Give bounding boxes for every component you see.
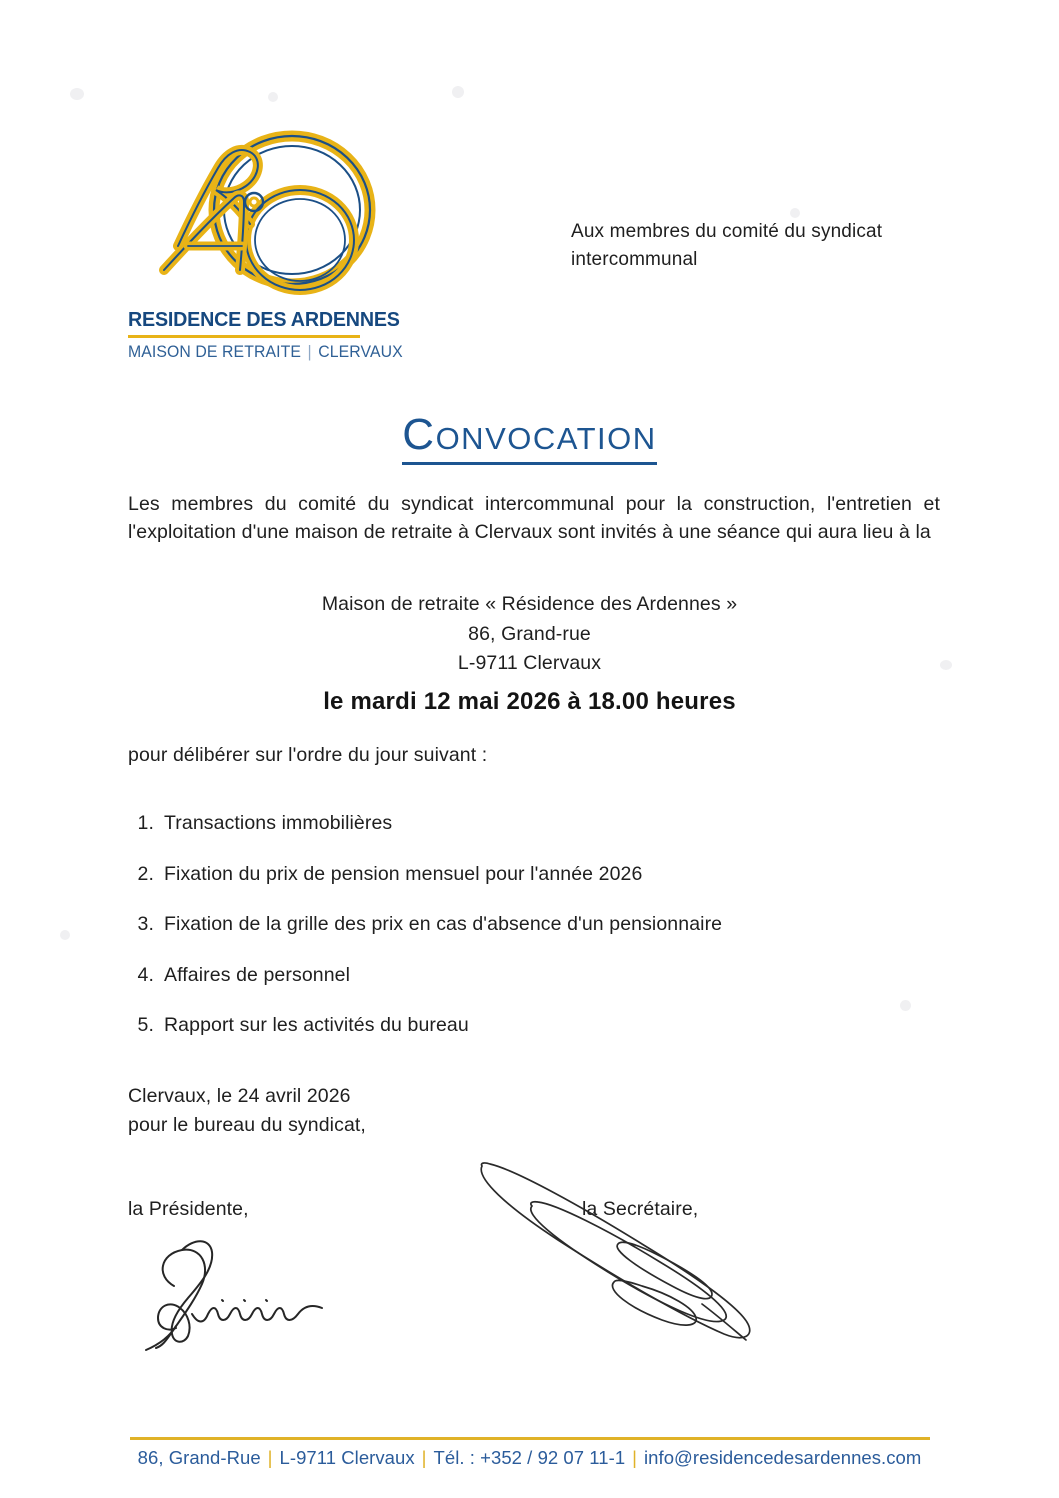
logo-wordmark-main: RESIDENCE DES ARDENNES	[128, 308, 400, 331]
footer-address: 86, Grand-Rue	[137, 1447, 261, 1468]
agenda-list	[128, 812, 940, 1065]
footer-separator: |	[421, 1447, 427, 1468]
residence-des-ardennes-logo-icon	[142, 128, 382, 306]
agenda-item-text: Rapport sur les activités du bureau	[164, 1014, 469, 1036]
venue-line-2: 86, Grand-rue	[468, 622, 591, 645]
addressee-line-1: Aux membres du comité du syndicat	[571, 221, 883, 242]
logo-wordmark-sub-divider: |	[307, 341, 312, 361]
venue-block	[0, 590, 1059, 679]
agenda-item-number: 1.	[137, 812, 154, 834]
meeting-datetime: le mardi 12 mai 2026 à 18.00 heures	[323, 688, 736, 715]
footer-gold-rule	[130, 1437, 930, 1440]
title-block	[0, 412, 1059, 465]
agenda-item-number: 3.	[137, 913, 154, 935]
logo-wordmark	[128, 308, 403, 362]
president-signature-label: la Présidente,	[128, 1198, 249, 1220]
agenda-item-text: Affaires de personnel	[164, 963, 351, 986]
venue-line-1: Maison de retraite « Résidence des Ardennes »	[321, 593, 738, 615]
agenda-item-text: Fixation du prix de pension mensuel pour l'année 2026	[164, 862, 643, 885]
scan-speck	[268, 92, 278, 102]
secretary-signature-label: la Secrétaire,	[582, 1198, 699, 1220]
agenda-item-text: Transactions immobilières	[164, 812, 393, 834]
logo-wordmark-sub-left: MAISON DE RETRAITE	[128, 341, 301, 361]
footer-separator: |	[267, 1447, 273, 1468]
footer-phone: Tél. : +352 / 92 07 11-1	[433, 1447, 626, 1468]
footer-email[interactable]: info@residencedesardennes.com	[644, 1447, 922, 1468]
agenda-item	[128, 1014, 940, 1037]
footer	[0, 1447, 1059, 1469]
agenda-item	[128, 812, 940, 835]
addressee-line-2: intercommunal	[571, 248, 698, 270]
letterhead	[128, 128, 403, 362]
agenda-item-text: Fixation de la grille des prix en cas d'absence d'un pensionnaire	[164, 913, 723, 935]
footer-separator: |	[632, 1447, 638, 1468]
closing-on-behalf: pour le bureau du syndicat,	[128, 1114, 366, 1137]
secretary-signature-icon	[466, 1148, 766, 1363]
scan-speck	[70, 88, 84, 100]
footer-postal-city: L-9711 Clervaux	[279, 1447, 415, 1468]
agenda-item	[128, 913, 940, 936]
agenda-item-number: 5.	[137, 1014, 154, 1036]
closing-block	[128, 1082, 366, 1141]
intro-paragraph: Les membres du comité du syndicat intercommunal pour la construction, l'entretien et l'exploitation d'une maison de retraite à Clervaux sont invités à une séance qui aura lieu à la	[128, 493, 940, 544]
agenda-item-number: 2.	[137, 862, 154, 885]
agenda-item	[128, 964, 940, 987]
scan-speck	[790, 208, 800, 218]
agenda-lead-in: pour délibérer sur l'ordre du jour suivant :	[128, 744, 488, 766]
scan-speck	[452, 86, 464, 98]
scan-speck	[60, 930, 70, 940]
venue-line-3: L-9711 Clervaux	[457, 652, 602, 675]
logo-gold-rule	[128, 335, 360, 338]
logo-wordmark-sub	[128, 341, 403, 362]
addressee-block	[571, 218, 971, 273]
agenda-item	[128, 863, 940, 886]
agenda-item-number: 4.	[137, 963, 154, 986]
logo-wordmark-sub-right: CLERVAUX	[318, 341, 403, 361]
page-title: Convocation	[402, 412, 656, 465]
closing-place-date: Clervaux, le 24 avril 2026	[128, 1085, 351, 1107]
president-signature-icon	[126, 1228, 386, 1358]
